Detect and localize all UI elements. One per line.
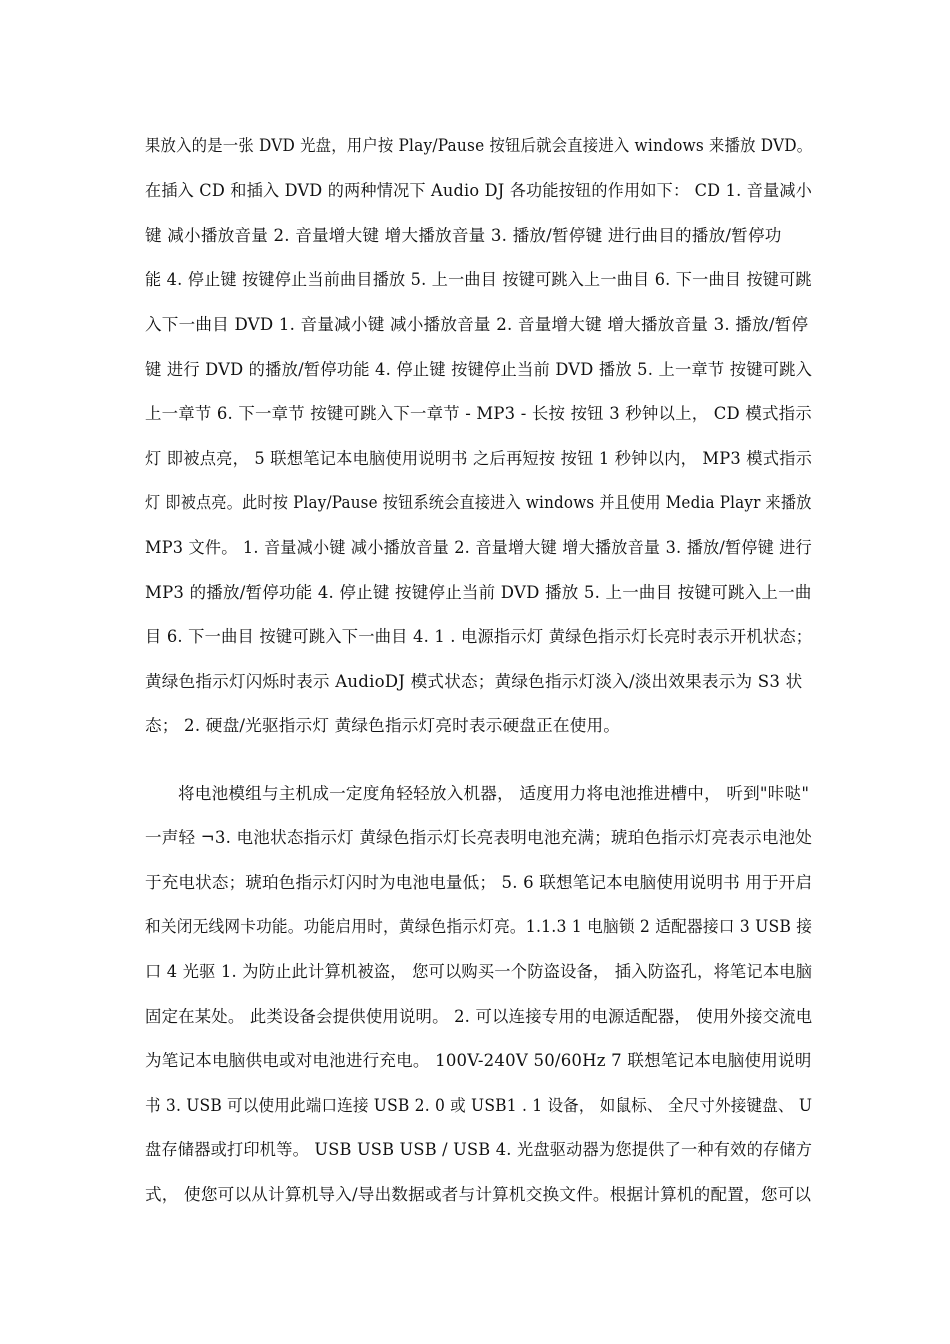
text-line: 上一章节 6. 下一章节 按键可跳入下一章节 - MP3 - 长按 按钮 3 秒钟以上， CD 模式指示 — [145, 404, 812, 423]
text-line: 态； 2. 硬盘/光驱指示灯 黄绿色指示灯亮时表示硬盘正在使用。 — [145, 716, 621, 735]
text-line: 一声轻 ¬3. 电池状态指示灯 黄绿色指示灯长亮表明电池充满；琥珀色指示灯亮表示电池处 — [145, 828, 813, 847]
text-line: MP3 文件。 1. 音量减小键 减小播放音量 2. 音量增大键 增大播放音量 3. 播放/暂停键 进行 — [145, 538, 812, 557]
text-line: 书 3. USB 可以使用此端口连接 USB 2. 0 或 USB1 . 1 设备， 如鼠标、 全尺寸外接键盘、 U — [145, 1096, 813, 1115]
text-line: 黄绿色指示灯闪烁时表示 AudioDJ 模式状态；黄绿色指示灯淡入/淡出效果表示为 S3 状 — [145, 672, 803, 691]
text-line: 能 4. 停止键 按键停止当前曲目播放 5. 上一曲目 按键可跳入上一曲目 6. 下一曲目 按键可跳 — [145, 270, 812, 289]
text-line: 入下一曲目 DVD 1. 音量减小键 减小播放音量 2. 音量增大键 增大播放音量 3. 播放/暂停 — [145, 315, 809, 334]
text-line: 果放入的是一张 DVD 光盘，用户按 Play/Pause 按钮后就会直接进入 windows 来播放 DVD。 — [145, 136, 813, 155]
text-line: 在插入 CD 和插入 DVD 的两种情况下 Audio DJ 各功能按钮的作用如下： CD 1. 音量减小 — [145, 181, 813, 200]
text-line: 灯 即被点亮。此时按 Play/Pause 按钮系统会直接进入 windows 并且使用 Media Playr 来播放 — [145, 493, 812, 512]
text-line: 将电池模组与主机成一定度角轻轻放入机器， 适度用力将电池推进槽中， 听到"咔哒" — [178, 784, 810, 803]
text-line: 于充电状态；琥珀色指示灯闪时为电池电量低； 5. 6 联想笔记本电脑使用说明书 用于开启 — [145, 873, 813, 892]
text-line: MP3 的播放/暂停功能 4. 停止键 按键停止当前 DVD 播放 5. 上一曲目 按键可跳入上一曲 — [145, 583, 812, 602]
text-line: 灯 即被点亮， 5 联想笔记本电脑使用说明书 之后再短按 按钮 1 秒钟以内， MP3 模式指示 — [145, 449, 813, 468]
text-line: 固定在某处。 此类设备会提供使用说明。 2. 可以连接专用的电源适配器， 使用外接交流电 — [145, 1007, 813, 1026]
text-line: 键 减小播放音量 2. 音量增大键 增大播放音量 3. 播放/暂停键 进行曲目的播放/暂停功 — [145, 226, 782, 245]
text-line: 为笔记本电脑供电或对电池进行充电。 100V-240V 50/60Hz 7 联想笔记本电脑使用说明 — [145, 1051, 812, 1070]
text-line: 目 6. 下一曲目 按键可跳入下一曲目 4. 1 . 电源指示灯 黄绿色指示灯长亮时表示开机状态； — [145, 627, 813, 646]
text-line: 和关闭无线网卡功能。功能启用时，黄绿色指示灯亮。1.1.3 1 电脑锁 2 适配器接口 3 USB 接 — [145, 917, 813, 936]
text-line: 盘存储器或打印机等。 USB USB USB / USB 4. 光盘驱动器为您提供了一种有效的存储方 — [145, 1140, 813, 1159]
text-line: 式， 使您可以从计算机导入/导出数据或者与计算机交换文件。根据计算机的配置，您可以 — [145, 1185, 812, 1204]
text-line: 键 进行 DVD 的播放/暂停功能 4. 停止键 按键停止当前 DVD 播放 5. 上一章节 按键可跳入 — [145, 360, 813, 379]
text-line: 口 4 光驱 1. 为防止此计算机被盗， 您可以购买一个防盗设备， 插入防盗孔，将笔记本电脑 — [145, 962, 813, 981]
